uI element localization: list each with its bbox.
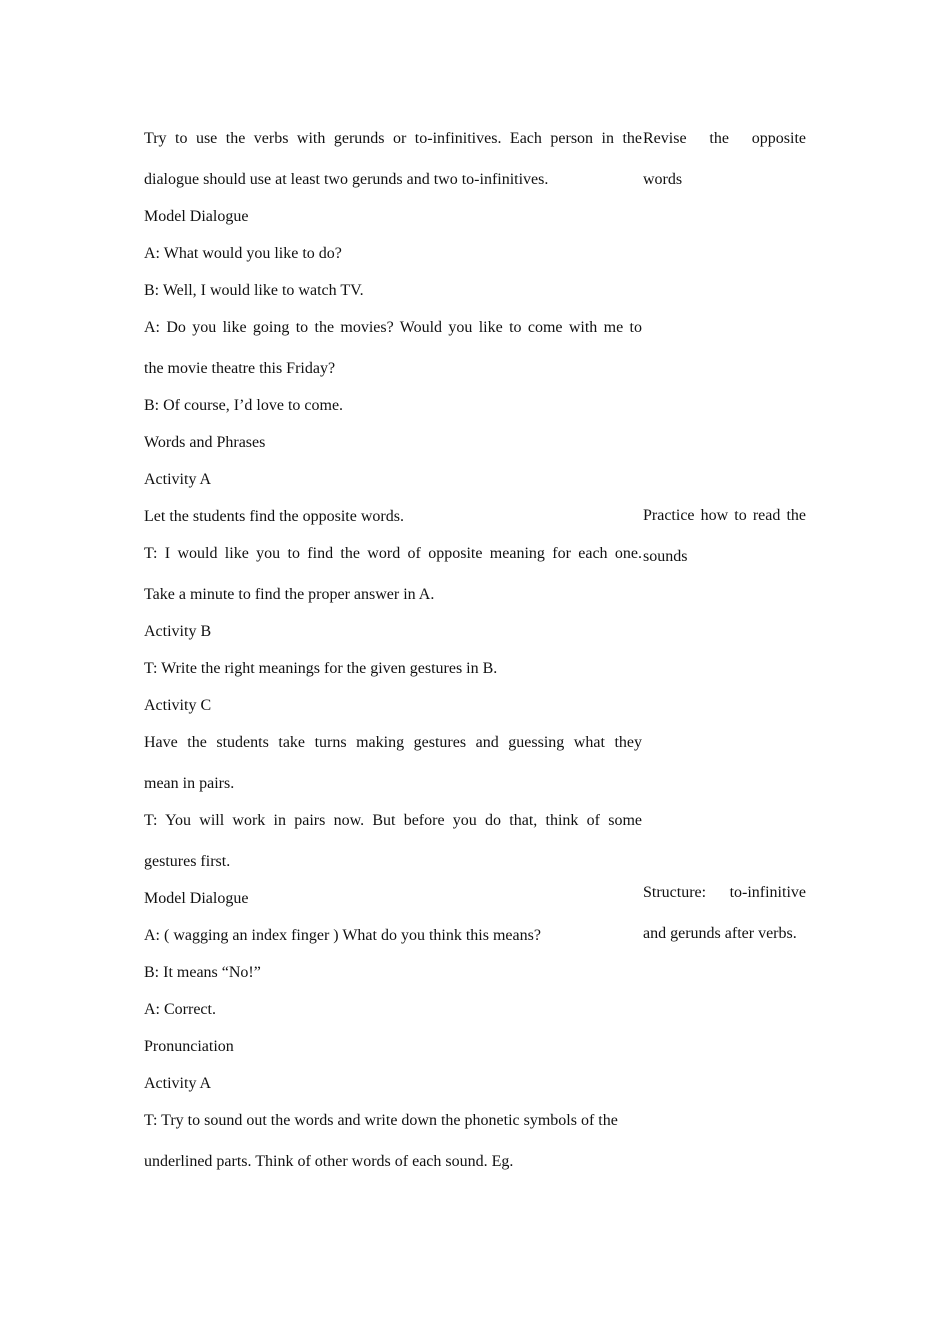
text-line: T: Try to sound out the words and write down the phonetic symbols of the <box>144 1112 618 1129</box>
text-line: B: Of course, I’d love to come. <box>144 397 344 414</box>
margin-note-line: sounds <box>643 548 688 565</box>
text-line: A: Correct. <box>144 1001 216 1018</box>
text-line: T: I would like you to find the word of opposite meaning for each one. <box>144 545 642 562</box>
text-line: A: ( wagging an index finger ) What do you think this means? <box>144 927 541 944</box>
margin-note <box>643 120 806 202</box>
text-line: gestures first. <box>144 853 231 870</box>
text-line: dialogue should use at least two gerunds and two to-infinitives. <box>144 171 549 188</box>
text-line: Model Dialogue <box>144 208 249 225</box>
text-line: B: It means “No!” <box>144 964 261 981</box>
text-line: T: You will work in pairs now. But before you do that, think of some <box>144 812 642 829</box>
text-line: A: Do you like going to the movies? Would you like to come with me to <box>144 319 642 336</box>
text-line: Activity B <box>144 623 212 640</box>
margin-note-line: and gerunds after verbs. <box>643 925 797 942</box>
margin-note-line: Revise the opposite <box>643 130 806 147</box>
lesson-body <box>144 120 642 1180</box>
text-line: underlined parts. Think of other words of each sound. Eg. <box>144 1153 514 1170</box>
text-line: Activity A <box>144 1075 212 1092</box>
text-line: Have the students take turns making gestures and guessing what they <box>144 734 642 751</box>
text-line: Words and Phrases <box>144 434 266 451</box>
text-line: mean in pairs. <box>144 775 235 792</box>
text-line: Take a minute to find the proper answer in A. <box>144 586 435 603</box>
margin-note-line: Practice how to read the <box>643 507 806 524</box>
text-line: Let the students find the opposite words. <box>144 508 404 525</box>
text-line: Pronunciation <box>144 1038 234 1055</box>
margin-note <box>643 497 806 579</box>
text-line: T: Write the right meanings for the given gestures in B. <box>144 660 498 677</box>
text-line: Try to use the verbs with gerunds or to-infinitives. Each person in the <box>144 130 642 147</box>
text-line: Activity C <box>144 697 212 714</box>
margin-note-line: Structure: to-infinitive <box>643 884 806 901</box>
text-line: the movie theatre this Friday? <box>144 360 336 377</box>
text-line: A: What would you like to do? <box>144 245 342 262</box>
text-line: B: Well, I would like to watch TV. <box>144 282 364 299</box>
margin-note <box>643 874 806 956</box>
margin-note-line: words <box>643 171 683 188</box>
text-line: Model Dialogue <box>144 890 249 907</box>
text-line: Activity A <box>144 471 212 488</box>
